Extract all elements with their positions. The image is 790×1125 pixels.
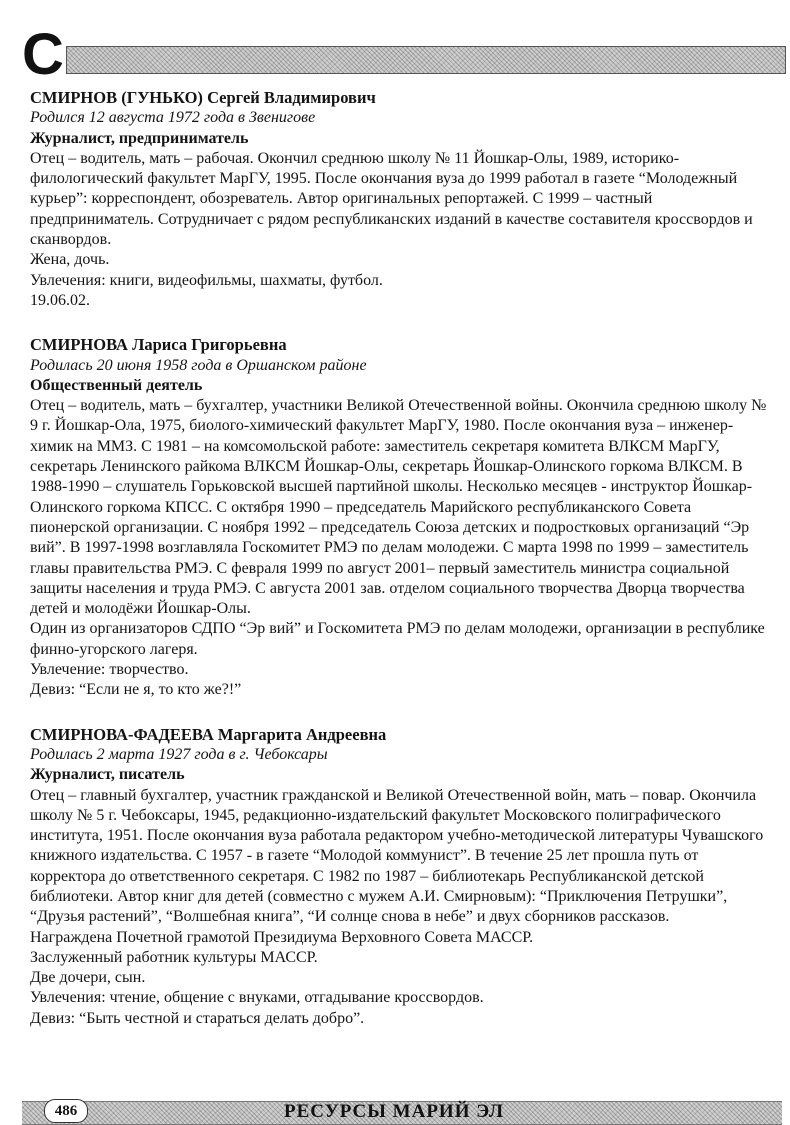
entry-name (30, 335, 770, 355)
entry-given-name: Сергей Владимирович (207, 88, 376, 107)
entry-given-name: Лариса Григорьевна (132, 335, 287, 355)
page-number: 486 (44, 1099, 88, 1123)
entry-occupation: Журналист, предприниматель (30, 129, 249, 147)
header-decorative-bar (66, 46, 786, 74)
entry-award: Награждена Почетной грамотой Президиума Верховного Совета МАССР. (30, 928, 534, 946)
entry-hobbies: Увлечение: творчество. (30, 661, 189, 679)
section-letter-header (22, 22, 782, 90)
entry-smirnova (30, 335, 770, 700)
entry-given-name: Маргарита Андреевна (217, 724, 387, 744)
entry-surname: СМИРНОВ (ГУНЬКО) (30, 88, 203, 107)
page-footer (22, 1095, 782, 1125)
entry-smirnov (30, 88, 770, 311)
entry-motto: Девиз: “Быть честной и стараться делать добро”. (30, 1009, 365, 1027)
entry-biography: Отец – главный бухгалтер, участник гражданской и Великой Отечественной войн, мать – повар. Окончила школу № 5 г. Чебоксары, 1945, редакционно-издательский факультет Московского полиграфического института, 1951. После окончания вуза работала редактором учебно-методической литературы Чувашского книжного издательства. С 1957 - в газете “Молодой коммунист”. В течение 25 лет прошла путь от корректора до ответственного секретаря. С 1982 по 1987 – библиотекарь Республиканской детской библиотеки. Автор книг для детей (совместно с мужем А.И. Смирновым): “Приключения Петрушки”, “Друзья растений”, “Волшебная книга”, “И солнце снова в небе” и двух сборников рассказов. (30, 786, 764, 926)
entry-title: Заслуженный работник культуры МАССР. (30, 948, 318, 966)
entry-name (30, 725, 770, 745)
entry-hobbies: Увлечения: чтение, общение с внуками, отгадывание кроссвордов. (30, 989, 484, 1007)
entry-surname: СМИРНОВА (30, 335, 128, 355)
entry-family: Жена, дочь. (30, 251, 110, 269)
entry-hobbies: Увлечения: книги, видеофильмы, шахматы, футбол. (30, 271, 383, 289)
entry-birth: Родилась 2 марта 1927 года в г. Чебоксары (30, 745, 328, 763)
entry-date: 19.06.02. (30, 291, 90, 309)
entry-motto: Девиз: “Если не я, то кто же?!” (30, 681, 242, 699)
entry-biography: Отец – водитель, мать – бухгалтер, участники Великой Отечественной войны. Окончила среднюю школу № 9 г. Йошкар-Ола, 1975, биолого-химический факультет МарГУ, 1980. После окончания вуза – инженер-химик на ММЗ. С 1981 – на комсомольской работе: заместитель секретаря комитета ВЛКСМ МарГУ, секретарь Ленинского райкома ВЛКСМ Йошкар-Олы, секретарь Йошкар-Олинского горкома ВЛКСМ. В 1988-1990 – слушатель Горьковской высшей партийной школы. Несколько месяцев - инструктор Йошкар-Олинского горкома КПСС. С октября 1990 – председатель Марийского республиканского Совета пионерской организации. С ноября 1992 – председатель Союза детских и подростковых организаций “Эр вий”. В 1997-1998 возглавляла Госкомитет РМЭ по делам молодежи. С марта 1998 по 1999 – заместитель главы правительства РМЭ. С февраля 1999 по август 2001– первый заместитель министра социальной защиты населения и труда РМЭ. С августа 2001 зав. отделом социального творчества Дворца творчества детей и молодёжи Йошкар-Олы. (30, 397, 767, 618)
entry-birth: Родился 12 августа 1972 года в Звенигове (30, 109, 316, 127)
entry-birth: Родилась 20 июня 1958 года в Оршанском районе (30, 356, 367, 374)
entries-list (30, 88, 770, 1053)
entry-smirnova-fadeeva (30, 725, 770, 1029)
footer-title: РЕСУРСЫ МАРИЙ ЭЛ (284, 1101, 505, 1122)
entry-family: Две дочери, сын. (30, 969, 146, 987)
section-letter: С (22, 22, 64, 87)
entry-surname: СМИРНОВА-ФАДЕЕВА (30, 724, 214, 744)
entry-occupation: Общественный деятель (30, 376, 203, 394)
entry-occupation: Журналист, писатель (30, 766, 185, 784)
entry-achievements: Один из организаторов СДПО “Эр вий” и Госкомитета РМЭ по делам молодежи, организации в республике финно-угорского лагеря. (30, 620, 765, 658)
entry-name (30, 88, 770, 108)
entry-biography: Отец – водитель, мать – рабочая. Окончил среднюю школу № 11 Йошкар-Олы, 1989, историко-филологический факультет МарГУ, 1995. После окончания вуза до 1999 работал в газете “Молодежный курьер”: корреспондент, обозреватель. Автор оригинальных репортажей. С 1999 – частный предприниматель. Сотрудничает с рядом республиканских изданий в качестве составителя кроссвордов и сканвордов. (30, 149, 753, 249)
